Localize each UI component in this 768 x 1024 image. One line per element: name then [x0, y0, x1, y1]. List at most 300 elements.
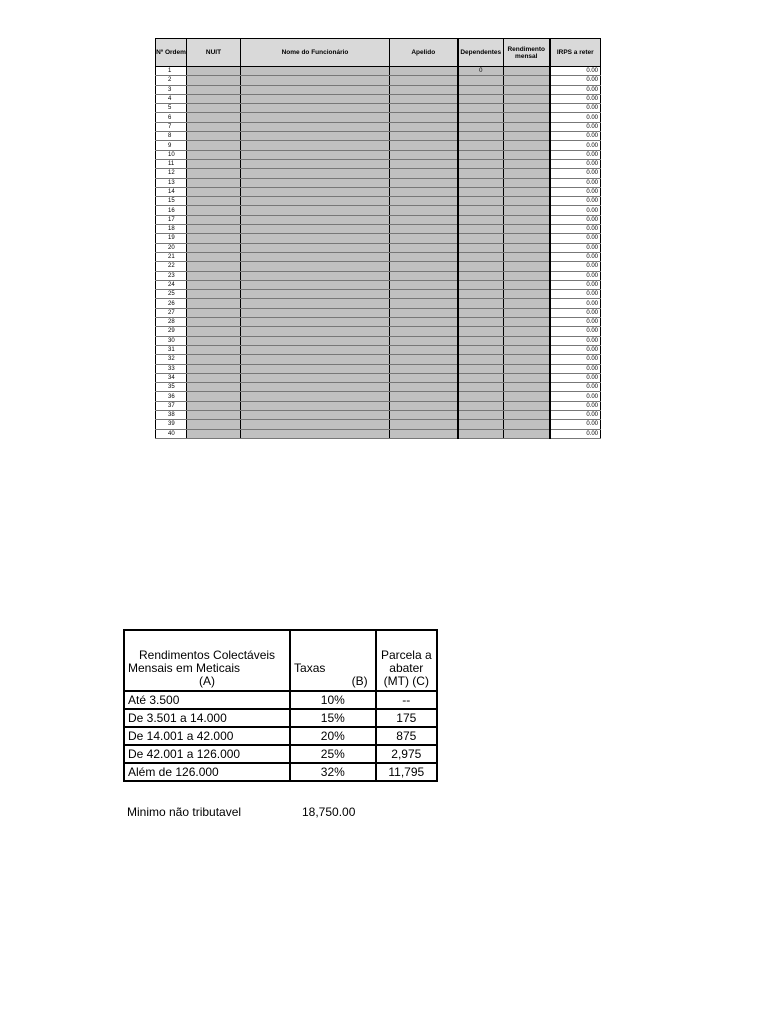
cell-apelido[interactable]: [390, 420, 458, 429]
cell-apelido[interactable]: [390, 197, 458, 206]
cell-nuit[interactable]: [187, 141, 241, 150]
table-row: [156, 67, 601, 76]
cell-rendimento[interactable]: [504, 169, 550, 178]
cell-dependentes[interactable]: [458, 215, 504, 224]
cell-nuit[interactable]: [187, 252, 241, 261]
cell-apelido[interactable]: [390, 262, 458, 271]
cell-apelido[interactable]: [390, 169, 458, 178]
cell-rendimento[interactable]: [504, 206, 550, 215]
cell-nuit[interactable]: [187, 187, 241, 196]
cell-dependentes[interactable]: [458, 373, 504, 382]
cell-irps: 0.00: [550, 178, 601, 187]
cell-apelido[interactable]: [390, 215, 458, 224]
cell-irps: 0.00: [550, 67, 601, 76]
cell-nuit[interactable]: [187, 429, 241, 438]
minimum-value: 18,750.00: [302, 805, 356, 819]
cell-irps: 0.00: [550, 243, 601, 252]
cell-rendimento[interactable]: [504, 345, 550, 354]
cell-nuit[interactable]: [187, 420, 241, 429]
cell-nuit[interactable]: [187, 345, 241, 354]
cell-irps: 0.00: [550, 280, 601, 289]
cell-dependentes[interactable]: [458, 122, 504, 131]
table-row: [156, 197, 601, 206]
cell-dependentes[interactable]: [458, 150, 504, 159]
cell-rendimento[interactable]: [504, 67, 550, 76]
table-row: [156, 262, 601, 271]
cell-rendimento[interactable]: [504, 364, 550, 373]
cell-irps: 0.00: [550, 141, 601, 150]
cell-rendimento[interactable]: [504, 280, 550, 289]
cell-range: Além de 126.000: [124, 763, 290, 781]
cell-irps: 0.00: [550, 401, 601, 410]
cell-nome[interactable]: [241, 318, 390, 327]
cell-apelido[interactable]: [390, 252, 458, 261]
cell-rate: 25%: [290, 745, 376, 763]
cell-apelido[interactable]: [390, 225, 458, 234]
cell-rendimento[interactable]: [504, 355, 550, 364]
header-apelido: Apelido: [390, 39, 458, 67]
cell-nuit[interactable]: [187, 104, 241, 113]
table-row: [156, 345, 601, 354]
table-row: [156, 318, 601, 327]
cell-rendimento[interactable]: [504, 420, 550, 429]
cell-nome[interactable]: [241, 392, 390, 401]
cell-nuit[interactable]: [187, 401, 241, 410]
cell-dependentes[interactable]: [458, 94, 504, 103]
cell-nome[interactable]: [241, 271, 390, 280]
table-row: [156, 85, 601, 94]
cell-ordem: 25: [156, 290, 187, 299]
table-row: [156, 215, 601, 224]
cell-irps: 0.00: [550, 150, 601, 159]
cell-irps: 0.00: [550, 327, 601, 336]
cell-ordem: 39: [156, 420, 187, 429]
cell-dependentes[interactable]: [458, 76, 504, 85]
cell-irps: 0.00: [550, 336, 601, 345]
cell-apelido[interactable]: [390, 141, 458, 150]
cell-nuit[interactable]: [187, 169, 241, 178]
cell-rendimento[interactable]: [504, 308, 550, 317]
cell-nome[interactable]: [241, 132, 390, 141]
cell-nuit[interactable]: [187, 410, 241, 419]
cell-rendimento[interactable]: [504, 178, 550, 187]
cell-ordem: 17: [156, 215, 187, 224]
cell-dependentes[interactable]: [458, 383, 504, 392]
cell-dependentes[interactable]: [458, 85, 504, 94]
cell-nuit[interactable]: [187, 373, 241, 382]
cell-ordem: 14: [156, 187, 187, 196]
cell-nuit[interactable]: [187, 132, 241, 141]
cell-rendimento[interactable]: [504, 392, 550, 401]
cell-apelido[interactable]: [390, 308, 458, 317]
table-row: [156, 271, 601, 280]
cell-ordem: 2: [156, 76, 187, 85]
cell-nome[interactable]: [241, 308, 390, 317]
cell-rendimento[interactable]: [504, 234, 550, 243]
cell-dependentes[interactable]: [458, 280, 504, 289]
cell-dependentes[interactable]: [458, 178, 504, 187]
cell-apelido[interactable]: [390, 234, 458, 243]
cell-dependentes[interactable]: [458, 141, 504, 150]
cell-dependentes[interactable]: [458, 364, 504, 373]
cell-nome[interactable]: [241, 410, 390, 419]
cell-apelido[interactable]: [390, 187, 458, 196]
cell-ordem: 18: [156, 225, 187, 234]
cell-irps: 0.00: [550, 215, 601, 224]
cell-nuit[interactable]: [187, 225, 241, 234]
cell-apelido[interactable]: [390, 159, 458, 168]
cell-deduction: 175: [376, 709, 437, 727]
cell-rendimento[interactable]: [504, 429, 550, 438]
cell-dependentes[interactable]: [458, 187, 504, 196]
cell-irps: 0.00: [550, 392, 601, 401]
cell-irps: 0.00: [550, 318, 601, 327]
cell-nuit[interactable]: [187, 355, 241, 364]
cell-nome[interactable]: [241, 280, 390, 289]
cell-nome[interactable]: [241, 420, 390, 429]
cell-nome[interactable]: [241, 187, 390, 196]
cell-nome[interactable]: [241, 215, 390, 224]
cell-dependentes[interactable]: [458, 327, 504, 336]
cell-dependentes[interactable]: [458, 392, 504, 401]
cell-nome[interactable]: [241, 113, 390, 122]
cell-nuit[interactable]: [187, 215, 241, 224]
cell-nome[interactable]: [241, 252, 390, 261]
cell-dependentes[interactable]: [458, 299, 504, 308]
cell-apelido[interactable]: [390, 271, 458, 280]
cell-irps: 0.00: [550, 383, 601, 392]
cell-nome[interactable]: [241, 197, 390, 206]
cell-rendimento[interactable]: [504, 76, 550, 85]
cell-rendimento[interactable]: [504, 271, 550, 280]
table-row: [156, 364, 601, 373]
cell-rendimento[interactable]: [504, 252, 550, 261]
tax-table: [123, 629, 438, 782]
cell-rendimento[interactable]: [504, 327, 550, 336]
cell-nuit[interactable]: [187, 308, 241, 317]
cell-nuit[interactable]: [187, 262, 241, 271]
cell-nuit[interactable]: [187, 76, 241, 85]
cell-nuit[interactable]: [187, 113, 241, 122]
header-rendimentos: [124, 630, 290, 691]
cell-rendimento[interactable]: [504, 197, 550, 206]
cell-nome[interactable]: [241, 401, 390, 410]
cell-rendimento[interactable]: [504, 94, 550, 103]
header-taxas-line2: (B): [351, 674, 368, 688]
cell-nuit[interactable]: [187, 383, 241, 392]
cell-rendimento[interactable]: [504, 132, 550, 141]
cell-apelido[interactable]: [390, 290, 458, 299]
table-row: [156, 150, 601, 159]
header-irps: IRPS a reter: [550, 39, 601, 67]
cell-irps: 0.00: [550, 429, 601, 438]
cell-ordem: 24: [156, 280, 187, 289]
cell-apelido[interactable]: [390, 345, 458, 354]
cell-rendimento[interactable]: [504, 318, 550, 327]
cell-nome[interactable]: [241, 327, 390, 336]
cell-nuit[interactable]: [187, 243, 241, 252]
cell-apelido[interactable]: [390, 318, 458, 327]
cell-irps: 0.00: [550, 132, 601, 141]
cell-nome[interactable]: [241, 104, 390, 113]
cell-nome[interactable]: [241, 150, 390, 159]
cell-ordem: 35: [156, 383, 187, 392]
cell-rendimento[interactable]: [504, 122, 550, 131]
cell-rendimento[interactable]: [504, 243, 550, 252]
cell-irps: 0.00: [550, 85, 601, 94]
cell-apelido[interactable]: [390, 392, 458, 401]
minimum-label: Minimo não tributavel: [127, 805, 242, 819]
cell-nome[interactable]: [241, 262, 390, 271]
cell-apelido[interactable]: [390, 150, 458, 159]
cell-irps: 0.00: [550, 308, 601, 317]
cell-dependentes[interactable]: [458, 225, 504, 234]
cell-ordem: 19: [156, 234, 187, 243]
cell-apelido[interactable]: [390, 401, 458, 410]
cell-dependentes[interactable]: [458, 234, 504, 243]
cell-nuit[interactable]: [187, 122, 241, 131]
cell-nome[interactable]: [241, 299, 390, 308]
cell-nuit[interactable]: [187, 392, 241, 401]
cell-apelido[interactable]: [390, 206, 458, 215]
cell-nome[interactable]: [241, 159, 390, 168]
cell-rendimento[interactable]: [504, 383, 550, 392]
cell-irps: 0.00: [550, 76, 601, 85]
cell-dependentes[interactable]: [458, 410, 504, 419]
cell-dependentes[interactable]: [458, 345, 504, 354]
table-row: [156, 94, 601, 103]
cell-dependentes[interactable]: [458, 271, 504, 280]
cell-nome[interactable]: [241, 122, 390, 131]
cell-nuit[interactable]: [187, 85, 241, 94]
cell-nome[interactable]: [241, 373, 390, 382]
cell-apelido[interactable]: [390, 113, 458, 122]
cell-rendimento[interactable]: [504, 410, 550, 419]
header-ordem: Nº Ordem: [156, 39, 187, 67]
cell-rate: 32%: [290, 763, 376, 781]
table-row: [156, 401, 601, 410]
table-row: [156, 206, 601, 215]
cell-apelido[interactable]: [390, 243, 458, 252]
tax-table-header: [124, 630, 437, 691]
cell-ordem: 23: [156, 271, 187, 280]
cell-rendimento[interactable]: [504, 225, 550, 234]
table-row: [156, 132, 601, 141]
cell-ordem: 10: [156, 150, 187, 159]
cell-apelido[interactable]: [390, 76, 458, 85]
cell-nuit[interactable]: [187, 150, 241, 159]
cell-ordem: 3: [156, 85, 187, 94]
cell-rendimento[interactable]: [504, 215, 550, 224]
cell-dependentes[interactable]: [458, 104, 504, 113]
cell-nome[interactable]: [241, 364, 390, 373]
cell-nome[interactable]: [241, 355, 390, 364]
cell-irps: 0.00: [550, 252, 601, 261]
cell-apelido[interactable]: [390, 327, 458, 336]
cell-nuit[interactable]: [187, 327, 241, 336]
cell-deduction: 875: [376, 727, 437, 745]
cell-irps: 0.00: [550, 410, 601, 419]
cell-irps: 0.00: [550, 104, 601, 113]
cell-apelido[interactable]: [390, 410, 458, 419]
cell-dependentes[interactable]: [458, 206, 504, 215]
cell-deduction: --: [376, 691, 437, 709]
cell-rendimento[interactable]: [504, 85, 550, 94]
header-rendimento: Rendimento mensal: [504, 39, 550, 67]
cell-nuit[interactable]: [187, 280, 241, 289]
table-row: [156, 429, 601, 438]
cell-dependentes[interactable]: [458, 159, 504, 168]
cell-apelido[interactable]: [390, 280, 458, 289]
cell-dependentes[interactable]: [458, 420, 504, 429]
cell-apelido[interactable]: [390, 383, 458, 392]
cell-nome[interactable]: [241, 383, 390, 392]
cell-irps: 0.00: [550, 420, 601, 429]
cell-nuit[interactable]: [187, 234, 241, 243]
cell-irps: 0.00: [550, 197, 601, 206]
cell-rendimento[interactable]: [504, 299, 550, 308]
cell-dependentes[interactable]: [458, 169, 504, 178]
cell-rendimento[interactable]: [504, 159, 550, 168]
table-row: [156, 104, 601, 113]
cell-ordem: 5: [156, 104, 187, 113]
cell-nuit[interactable]: [187, 206, 241, 215]
cell-dependentes[interactable]: [458, 429, 504, 438]
cell-dependentes[interactable]: [458, 132, 504, 141]
cell-nuit[interactable]: [187, 271, 241, 280]
cell-nuit[interactable]: [187, 290, 241, 299]
header-taxas: [290, 630, 376, 691]
cell-dependentes[interactable]: [458, 243, 504, 252]
cell-dependentes[interactable]: [458, 401, 504, 410]
cell-ordem: 12: [156, 169, 187, 178]
cell-rate: 10%: [290, 691, 376, 709]
header-rendimentos-line2: Mensais em Meticais: [128, 661, 241, 675]
cell-apelido[interactable]: [390, 94, 458, 103]
table-row: [156, 113, 601, 122]
cell-range: Até 3.500: [124, 691, 290, 709]
cell-apelido[interactable]: [390, 355, 458, 364]
cell-ordem: 1: [156, 67, 187, 76]
cell-nuit[interactable]: [187, 94, 241, 103]
header-taxas-line1: Taxas: [294, 661, 326, 675]
cell-dependentes[interactable]: [458, 336, 504, 345]
cell-ordem: 13: [156, 178, 187, 187]
cell-nome[interactable]: [241, 243, 390, 252]
cell-rendimento[interactable]: [504, 141, 550, 150]
cell-nome[interactable]: [241, 141, 390, 150]
table-row: [156, 383, 601, 392]
cell-apelido[interactable]: [390, 67, 458, 76]
cell-ordem: 6: [156, 113, 187, 122]
cell-nuit[interactable]: [187, 364, 241, 373]
cell-nome[interactable]: [241, 76, 390, 85]
cell-dependentes[interactable]: [458, 113, 504, 122]
cell-dependentes[interactable]: [458, 197, 504, 206]
cell-nome[interactable]: [241, 94, 390, 103]
cell-nome[interactable]: [241, 67, 390, 76]
cell-nuit[interactable]: [187, 336, 241, 345]
cell-irps: 0.00: [550, 113, 601, 122]
cell-rendimento[interactable]: [504, 290, 550, 299]
cell-apelido[interactable]: [390, 132, 458, 141]
table-row: [156, 392, 601, 401]
cell-ordem: 9: [156, 141, 187, 150]
cell-irps: 0.00: [550, 225, 601, 234]
header-parcela-line1: Parcela a: [380, 648, 432, 662]
cell-apelido[interactable]: [390, 85, 458, 94]
cell-nome[interactable]: [241, 234, 390, 243]
cell-rendimento[interactable]: [504, 373, 550, 382]
employee-table: [155, 38, 601, 439]
header-parcela: [376, 630, 437, 691]
cell-rendimento[interactable]: [504, 401, 550, 410]
table-row: [156, 169, 601, 178]
cell-nuit[interactable]: [187, 197, 241, 206]
cell-ordem: 34: [156, 373, 187, 382]
cell-nome[interactable]: [241, 345, 390, 354]
cell-nome[interactable]: [241, 225, 390, 234]
table-row: [156, 178, 601, 187]
cell-nome[interactable]: [241, 290, 390, 299]
cell-apelido[interactable]: [390, 178, 458, 187]
cell-nuit[interactable]: [187, 67, 241, 76]
cell-dependentes[interactable]: [458, 308, 504, 317]
cell-ordem: 30: [156, 336, 187, 345]
cell-apelido[interactable]: [390, 299, 458, 308]
cell-nome[interactable]: [241, 336, 390, 345]
cell-apelido[interactable]: [390, 364, 458, 373]
cell-apelido[interactable]: [390, 104, 458, 113]
cell-apelido[interactable]: [390, 336, 458, 345]
cell-nuit[interactable]: [187, 159, 241, 168]
cell-dependentes[interactable]: [458, 252, 504, 261]
cell-rendimento[interactable]: [504, 262, 550, 271]
cell-dependentes[interactable]: [458, 262, 504, 271]
header-dependentes: Dependentes: [458, 39, 504, 67]
cell-nome[interactable]: [241, 206, 390, 215]
header-rendimentos-line1: Rendimentos Colectáveis: [138, 648, 276, 662]
cell-ordem: 27: [156, 308, 187, 317]
cell-apelido[interactable]: [390, 122, 458, 131]
table-row: [156, 308, 601, 317]
cell-nome[interactable]: [241, 178, 390, 187]
cell-nome[interactable]: [241, 85, 390, 94]
cell-irps: 0.00: [550, 373, 601, 382]
cell-nome[interactable]: [241, 169, 390, 178]
cell-nuit[interactable]: [187, 318, 241, 327]
cell-nome[interactable]: [241, 429, 390, 438]
cell-dependentes[interactable]: [458, 318, 504, 327]
cell-dependentes[interactable]: [458, 290, 504, 299]
table-row: [156, 327, 601, 336]
cell-irps: 0.00: [550, 159, 601, 168]
table-row: [124, 763, 437, 781]
cell-ordem: 20: [156, 243, 187, 252]
cell-apelido[interactable]: [390, 429, 458, 438]
cell-rendimento[interactable]: [504, 113, 550, 122]
cell-rendimento[interactable]: [504, 104, 550, 113]
cell-rendimento[interactable]: [504, 187, 550, 196]
cell-rendimento[interactable]: [504, 336, 550, 345]
cell-dependentes[interactable]: [458, 355, 504, 364]
cell-apelido[interactable]: [390, 373, 458, 382]
cell-dependentes[interactable]: 0: [458, 67, 504, 76]
cell-nuit[interactable]: [187, 299, 241, 308]
cell-rendimento[interactable]: [504, 150, 550, 159]
table-row: [156, 373, 601, 382]
cell-nuit[interactable]: [187, 178, 241, 187]
